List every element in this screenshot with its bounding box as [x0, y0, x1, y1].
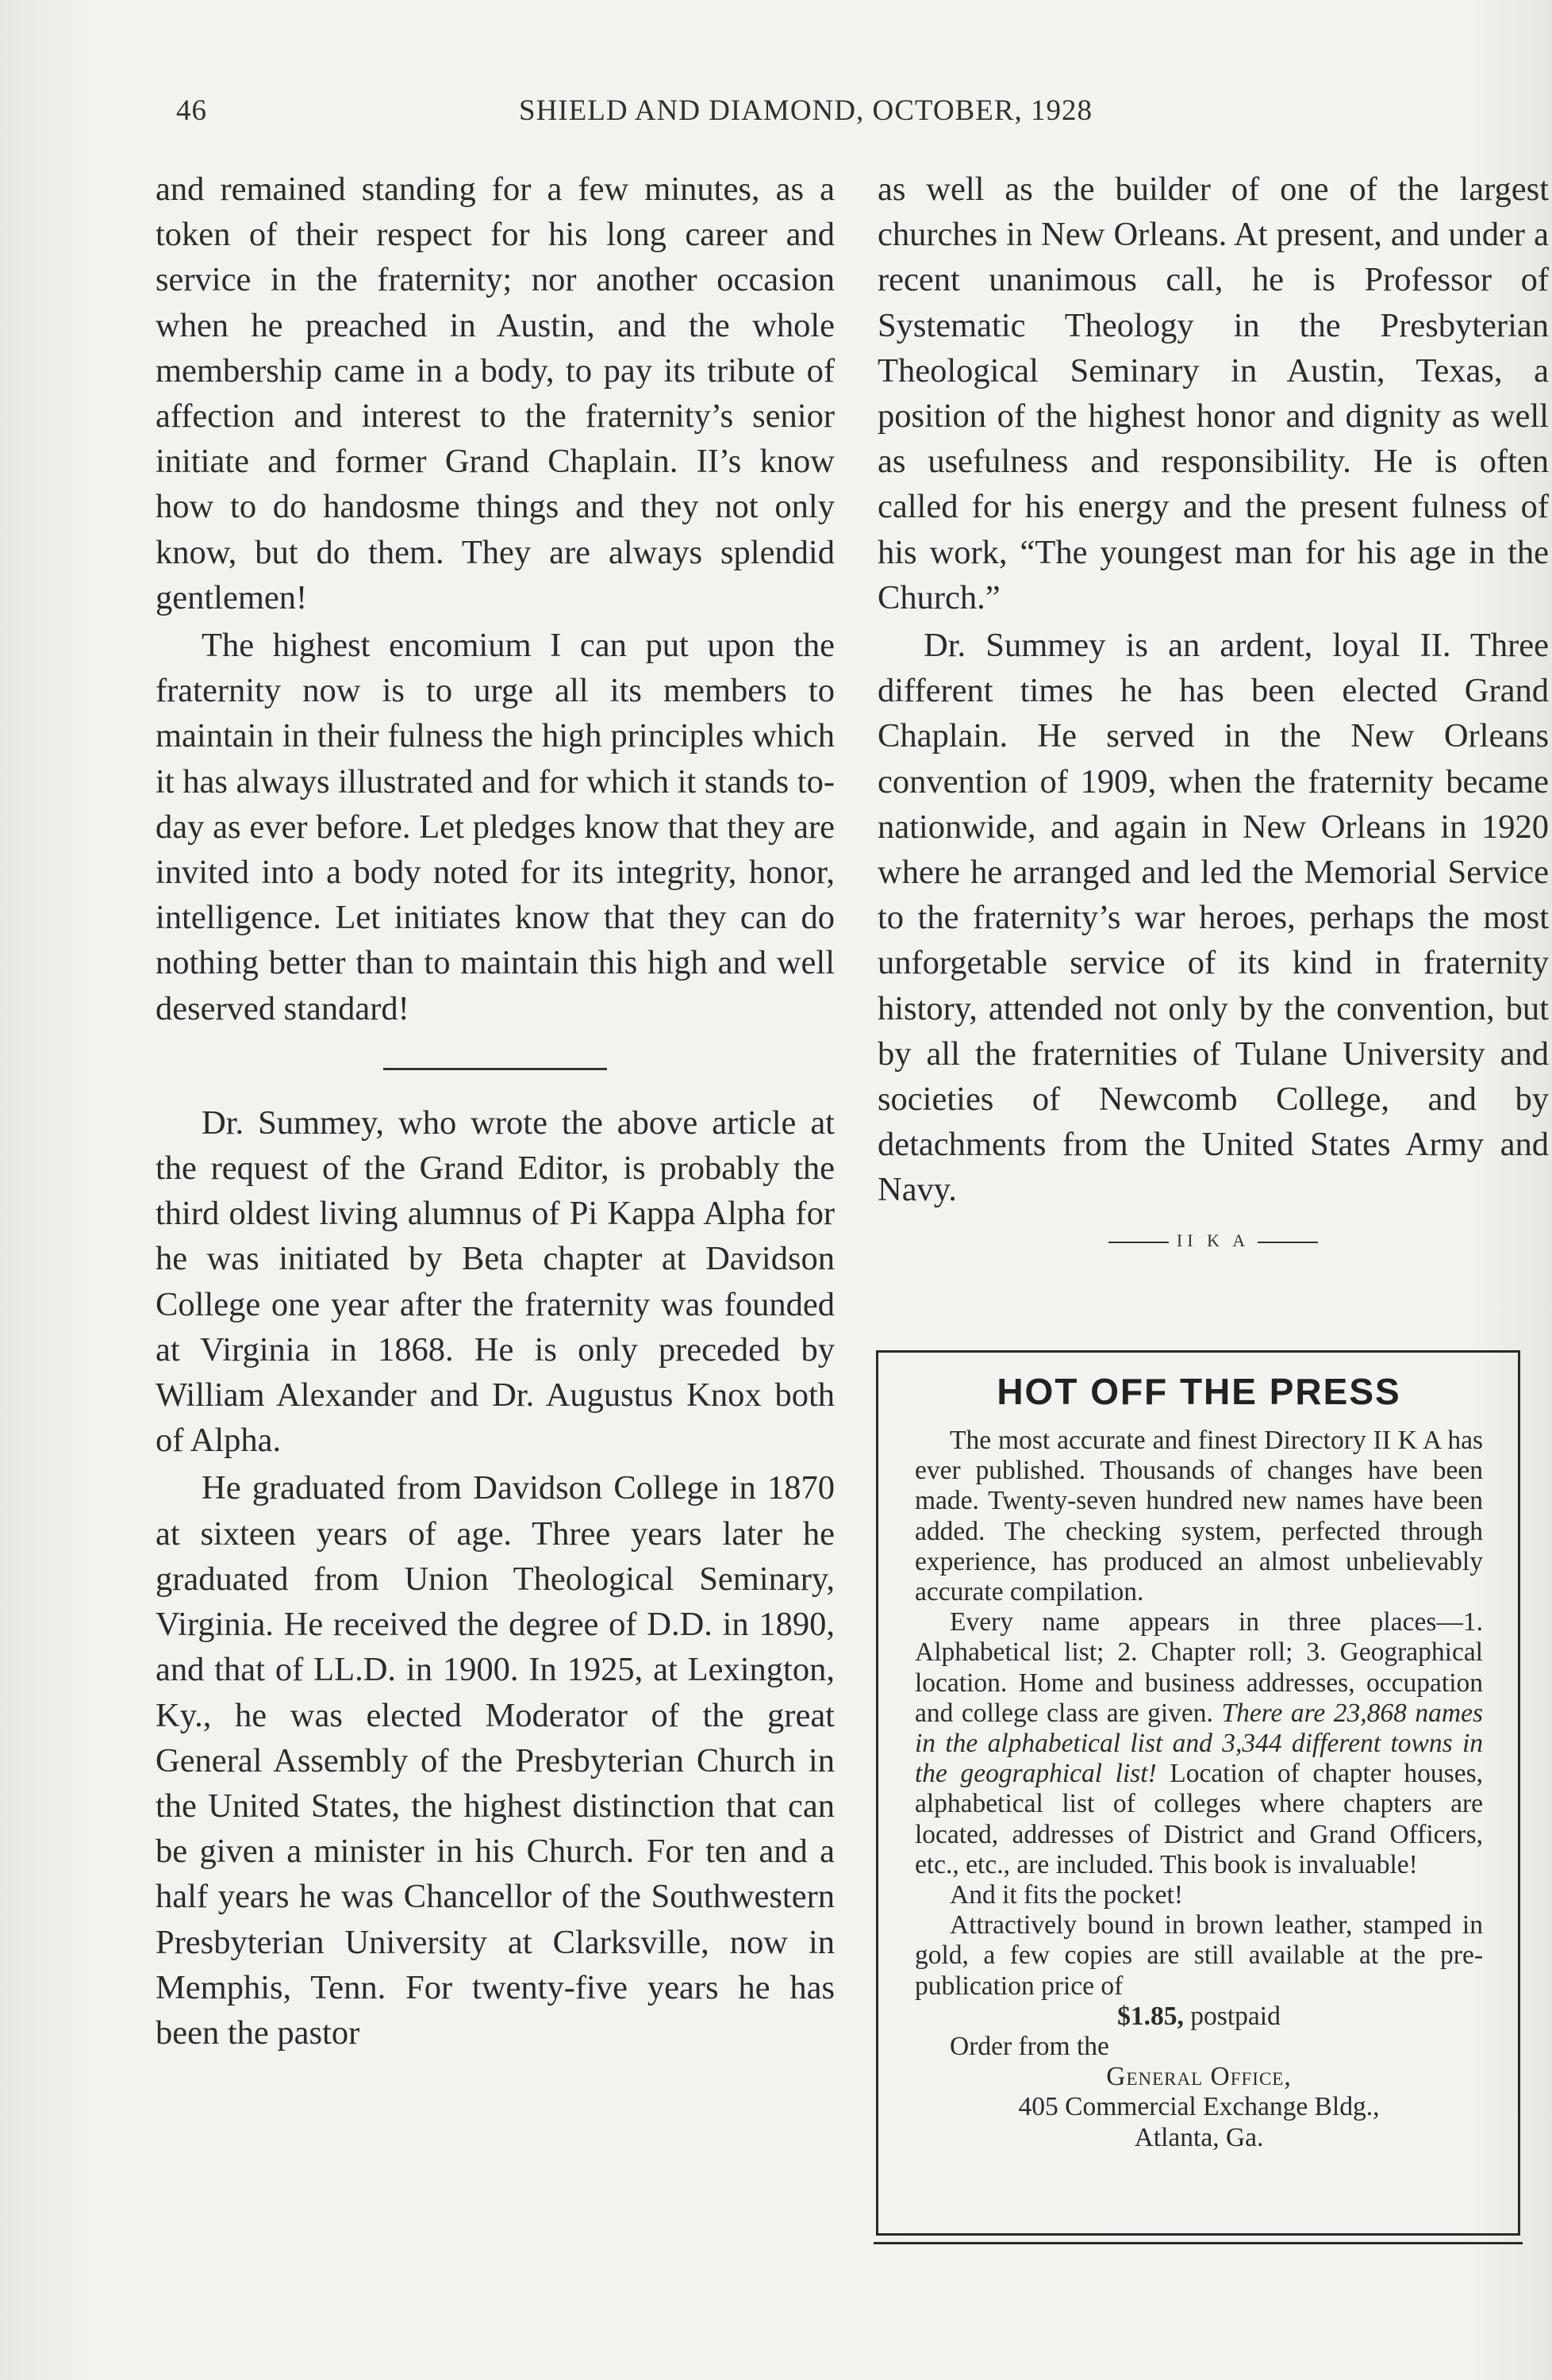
- ad-city: Atlanta, Ga.: [1134, 2122, 1264, 2152]
- ad-text: Location of chapter houses, alphabetical list of colleges where chapters are located, addresses of District and Grand Officers, etc., etc., are included. This book is invaluable!: [915, 1759, 1483, 1879]
- ad-paragraph: [915, 1607, 1483, 1880]
- separator-text: II K A: [1176, 1230, 1250, 1250]
- paragraph: Dr. Summey is an ardent, loyal II. Three different times he has been elected Grand Chaplain. He served in the New Orleans convention of 1909, when the fraternity became nationwide, and again in New Orleans in 1920 where he arranged and led the Memorial Service to the fraternity’s war heroes, perhaps the most unforgetable service of its kind in fraternity history, attended not only by the convention, but by all the fraternities of Tulane University and societies of Newcomb College, and by detachments from the United States Army and Navy.: [878, 627, 1549, 1209]
- ad-paragraph: And it fits the pocket!: [950, 1880, 1183, 1910]
- page-number: 46: [176, 94, 207, 127]
- paragraph: as well as the builder of one of the largest churches in New Orleans. At present, and under a recent unanimous call, he is Professor of Systematic Theology in the Presbyterian Theological Seminary in Austin, Texas, a position of the highest honor and dignity as well as usefulness and responsibility. He is often called for his energy and the present fulness of his work, “The youngest man for his age in the Church.”: [878, 171, 1549, 616]
- paragraph: He graduated from Davidson College in 1870 at sixteen years of age. Three years later he graduated from Union Theological Seminary, Virginia. He received the degree of D.D. in 1890, and that of LL.D. in 1900. In 1925, at Lexington, Ky., he was elected Moderator of the great General Assembly of the Presbyterian Church in the United States, the highest distinction that can be given a minister in his Church. For ten and a half years he was Chancellor of the Southwestern Presbyterian University at Clarksville, now in Memphis, Tenn. For twenty-five years he has been the pastor: [156, 1469, 835, 2052]
- left-column: [156, 167, 835, 2056]
- paragraph: The highest encomium I can put upon the fraternity now is to urge all its members to maintain in their fulness the high principles which it has always illustrated and for which it stands to-day as ever before. Let pledges know that they are invited into a body noted for its integrity, honor, intelligence. Let initiates know that they can do nothing better than to maintain this high and well deserved standard!: [156, 627, 835, 1027]
- right-column: [878, 167, 1549, 1274]
- paragraph: Dr. Summey, who wrote the above article at the request of the Grand Editor, is probably the third oldest living alumnus of Pi Kappa Alpha for he was initiated by Beta chapter at Davidson College one year after the fraternity was founded at Virginia in 1868. He is only preceded by William Alexander and Dr. Augustus Knox both of Alpha.: [156, 1104, 835, 1460]
- ad-office: General Office,: [1106, 2062, 1292, 2092]
- ad-postpaid: postpaid: [1190, 2001, 1281, 2031]
- ad-order-line: Order from the: [950, 2032, 1109, 2062]
- ad-address: 405 Commercial Exchange Bldg.,: [1018, 2092, 1380, 2122]
- ad-title: HOT OFF THE PRESS: [997, 1371, 1401, 1412]
- ad-text: Every name appears in three places—1. Alphabetical list; 2. Chapter roll; 3. Geographical location. Home and business addresses, occupation and college class are given.: [915, 1607, 1483, 1728]
- section-divider: [383, 1068, 607, 1070]
- fraternity-separator: [878, 1218, 1549, 1263]
- ad-price-line: [915, 2002, 1483, 2032]
- running-head: [176, 86, 1335, 133]
- ad-price: $1.85,: [1117, 2001, 1184, 2031]
- ad-paragraph: The most accurate and finest Directory II K A has ever published. Thousands of changes have been made. Twenty-seven hundred new names have been added. The checking system, perfected through experience, has produced an almost unbelievably accurate compilation.: [915, 1426, 1483, 1607]
- running-title: SHIELD AND DIAMOND, OCTOBER, 1928: [519, 94, 1093, 127]
- ad-body: [915, 1426, 1483, 2153]
- paragraph: and remained standing for a few minutes, as a token of their respect for his long career and service in the fraternity; nor another occasion when he preached in Austin, and the whole membership came in a body, to pay its tribute of affection and interest to the fraternity’s senior initiate and former Grand Chaplain. II’s know how to do handosme things and they not only know, but do them. They are always splendid gentlemen!: [156, 171, 835, 616]
- directory-advertisement: [876, 1350, 1520, 2236]
- ad-paragraph: Attractively bound in brown leather, stamped in gold, a few copies are still available at the pre-publication price of: [915, 1910, 1483, 2001]
- ad-italic-text: There are 23,868 names in the alphabetical list and 3,344 different towns in the geographical list!: [915, 1698, 1483, 1789]
- ad-bottom-rule: [874, 2242, 1523, 2244]
